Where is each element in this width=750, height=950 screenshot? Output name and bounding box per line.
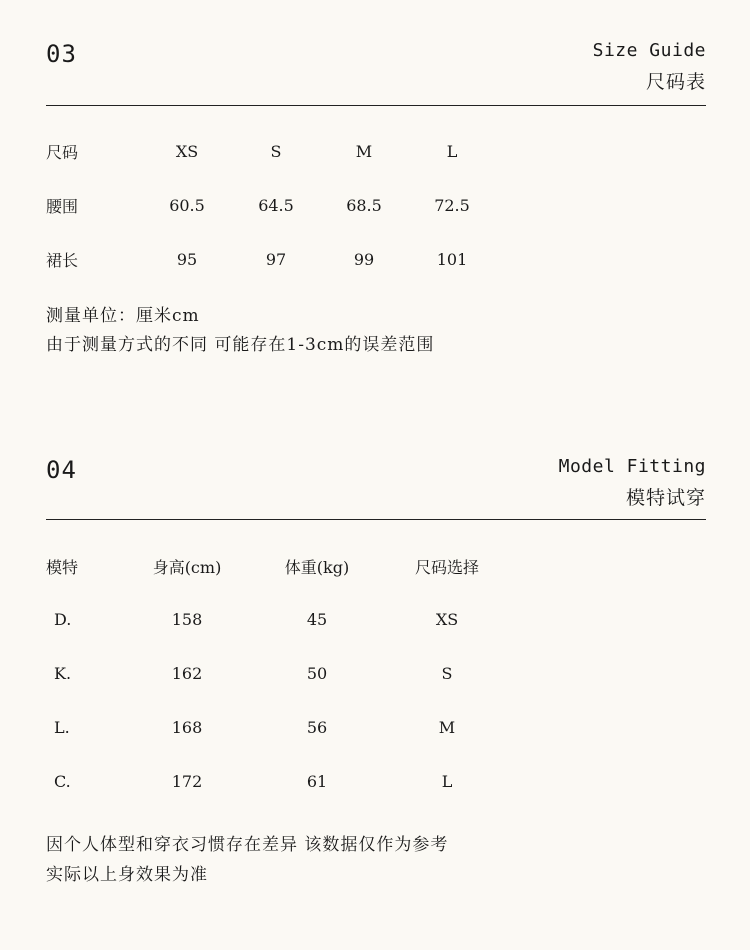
model-height: 168 bbox=[171, 718, 203, 737]
row-label: 尺码 bbox=[46, 143, 79, 162]
note-unit: 测量单位：厘米cm bbox=[46, 306, 200, 326]
section-number: 03 bbox=[46, 40, 77, 68]
note-tolerance: 由于测量方式的不同 可能存在1-3cm的误差范围 bbox=[46, 335, 435, 355]
model-weight: 61 bbox=[306, 772, 328, 791]
model-name: D. bbox=[54, 610, 72, 629]
size-cell: 60.5 bbox=[169, 196, 205, 215]
section-title-en: Model Fitting bbox=[558, 456, 706, 477]
section-title-en: Size Guide bbox=[592, 40, 706, 61]
size-cell: 99 bbox=[353, 250, 375, 269]
note-actual-effect: 实际以上身效果为准 bbox=[46, 865, 208, 885]
size-cell: 101 bbox=[436, 250, 468, 269]
model-weight: 45 bbox=[306, 610, 328, 629]
size-cell: XS bbox=[175, 142, 199, 161]
section-title-cn: 尺码表 bbox=[645, 71, 706, 93]
note-disclaimer: 因个人体型和穿衣习惯存在差异 该数据仅作为参考 bbox=[46, 835, 449, 855]
model-height: 172 bbox=[171, 772, 203, 791]
model-height: 162 bbox=[171, 664, 203, 683]
model-weight: 50 bbox=[306, 664, 328, 683]
column-header: 模特 bbox=[46, 558, 79, 577]
size-cell: 97 bbox=[265, 250, 287, 269]
row-label: 裙长 bbox=[46, 251, 79, 270]
size-cell: M bbox=[355, 142, 373, 161]
section-title-cn: 模特试穿 bbox=[625, 487, 706, 509]
model-fitting-section bbox=[46, 456, 706, 896]
section-number: 04 bbox=[46, 456, 77, 484]
model-size: S bbox=[441, 664, 453, 683]
model-name: L. bbox=[54, 718, 70, 737]
size-cell: 68.5 bbox=[346, 196, 382, 215]
section-divider bbox=[46, 519, 706, 520]
model-name: C. bbox=[54, 772, 71, 791]
model-size: XS bbox=[435, 610, 459, 629]
size-cell: S bbox=[270, 142, 282, 161]
size-cell: 95 bbox=[176, 250, 198, 269]
column-header: 尺码选择 bbox=[414, 558, 480, 577]
size-cell: 72.5 bbox=[434, 196, 470, 215]
model-name: K. bbox=[54, 664, 72, 683]
model-height: 158 bbox=[171, 610, 203, 629]
model-size: L bbox=[441, 772, 453, 791]
section-divider bbox=[46, 105, 706, 106]
column-header: 体重(kg) bbox=[284, 558, 350, 577]
row-label: 腰围 bbox=[46, 197, 79, 216]
model-weight: 56 bbox=[306, 718, 328, 737]
column-header: 身高(cm) bbox=[152, 558, 222, 577]
size-guide-section bbox=[46, 40, 706, 360]
size-cell: L bbox=[446, 142, 458, 161]
model-size: M bbox=[438, 718, 456, 737]
size-cell: 64.5 bbox=[258, 196, 294, 215]
